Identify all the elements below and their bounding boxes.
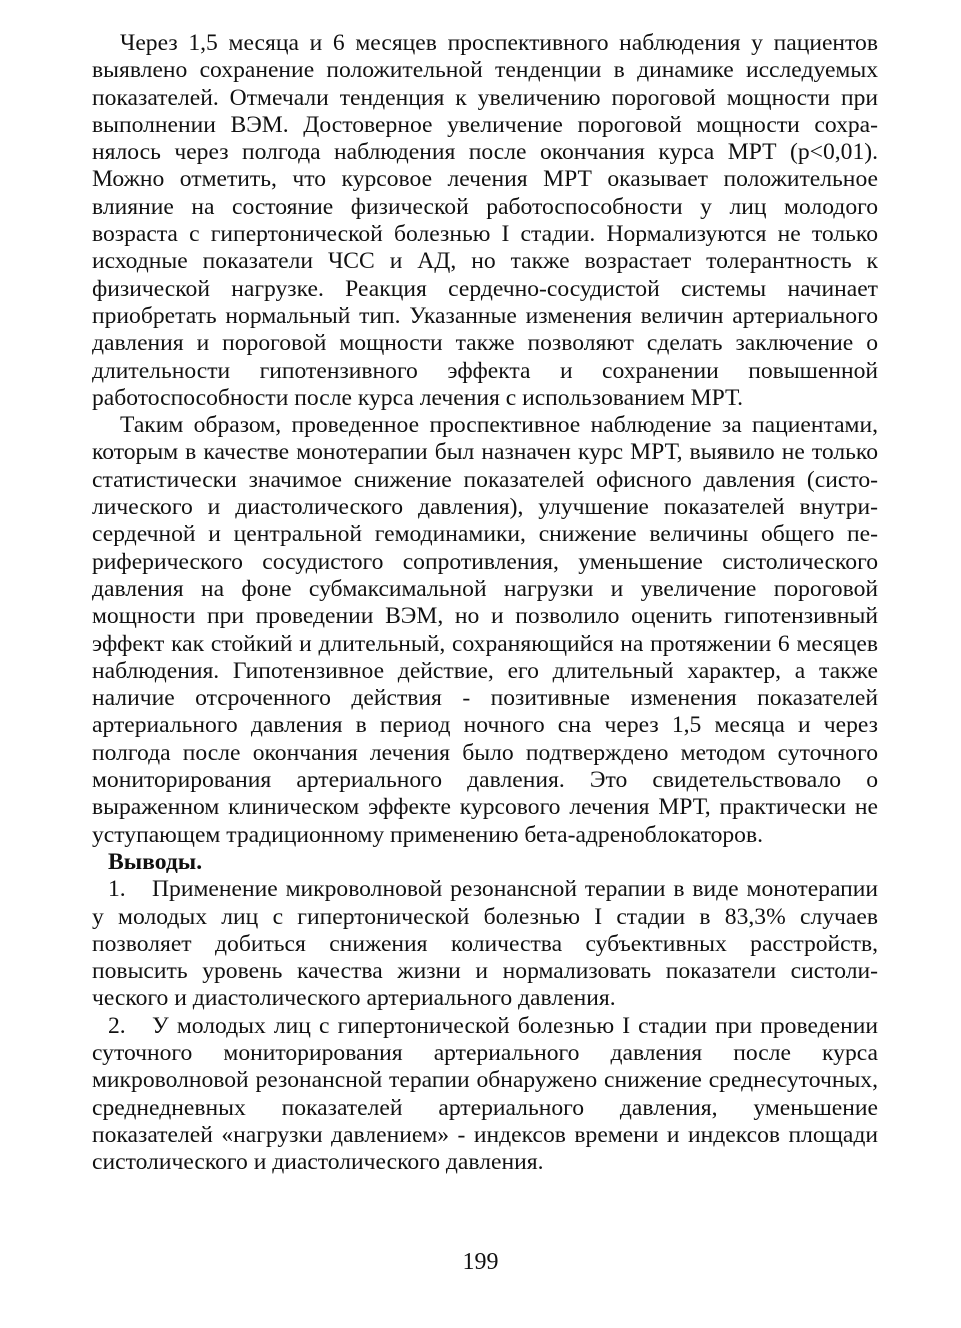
conclusion-number-2: 2. — [108, 1012, 126, 1039]
conclusion-text-2: У молодых лиц с гипертонической болезнью I стадии при проведении суточного мониторирования артериального давления после курса микроволновой резонансной терапии обнаружено снижение среднесуточных, среднедневных показателей артериального давления, уменьшение показателей «нагрузки давлением» - индексов времени и индексов площади систолического и диастолического давления. — [92, 1012, 878, 1176]
conclusion-text-1: Применение микроволновой резонансной терапии в виде монотерапии у молодых лиц с гипертонической болезнью I стадии в 83,3% случаев позволяет добиться снижения количества субъективных расстройств, повысить уровень качества жизни и нормализовать показатели систолического и диастолического артериального давления. — [92, 876, 878, 1012]
conclusions-heading: Выводы. — [108, 848, 203, 875]
conclusion-item-1 — [92, 876, 878, 1012]
conclusion-number-1: 1. — [108, 876, 126, 903]
body-paragraph-1: Через 1,5 месяца и 6 месяцев проспективного наблюдения у пациентов выявлено сохранение положительной тенденции в динамике исследуемых показателей. Отмечали тенденция к увеличению пороговой мощности при выполнении ВЭМ. Достоверное увеличение пороговой мощности сохранялось через полгода наблюдения после окончания курса МРТ (р<0,01). Можно отметить, что курсовое лечения МРТ оказывает положительное влияние на состояние физической работоспособности у лиц молодого возраста с гипертонической болезнью I стадии. Нормализуются не только исходные показатели ЧСС и АД, но также возрастает толерантность к физической нагрузке. Реакция сердечно-сосудистой системы начинает приобретать нормальный тип. Указанные изменения величин артериального давления и пороговой мощности также позволяют сделать заключение о длительности гипотензивного эффекта и сохранении повышенной работоспособности после курса лечения с использованием МРТ. — [92, 30, 878, 411]
body-paragraph-2: Таким образом, проведенное проспективное наблюдение за пациентами, которым в качестве монотерапии был назначен курс МРТ, выявило не только статистически значимое снижение показателей офисного давления (систолического и диастолического давления), улучшение показателей внутрисердечной и центральной гемодинамики, снижение величины общего периферического сосудистого сопротивления, уменьшение систолического давления на фоне субмаксимальной нагрузки и увеличение пороговой мощности при проведении ВЭМ, но и позволило оценить гипотензивный эффект как стойкий и длительный, сохраняющийся на протяжении 6 месяцев наблюдения. Гипотензивное действие, его длительный характер, а также наличие отсроченного действия - позитивные изменения показателей артериального давления в период ночного сна через 1,5 месяца и через полгода после окончания лечения было подтверждено методом суточного мониторирования артериального давления. Это свидетельствовало о выраженном клиническом эффекте курсового лечения МРТ, практически не уступающем традиционному применению бета-адреноблокаторов. — [92, 412, 878, 848]
conclusion-item-2 — [92, 1013, 878, 1177]
page-body — [92, 30, 878, 1176]
page-number: 199 — [462, 1249, 499, 1275]
